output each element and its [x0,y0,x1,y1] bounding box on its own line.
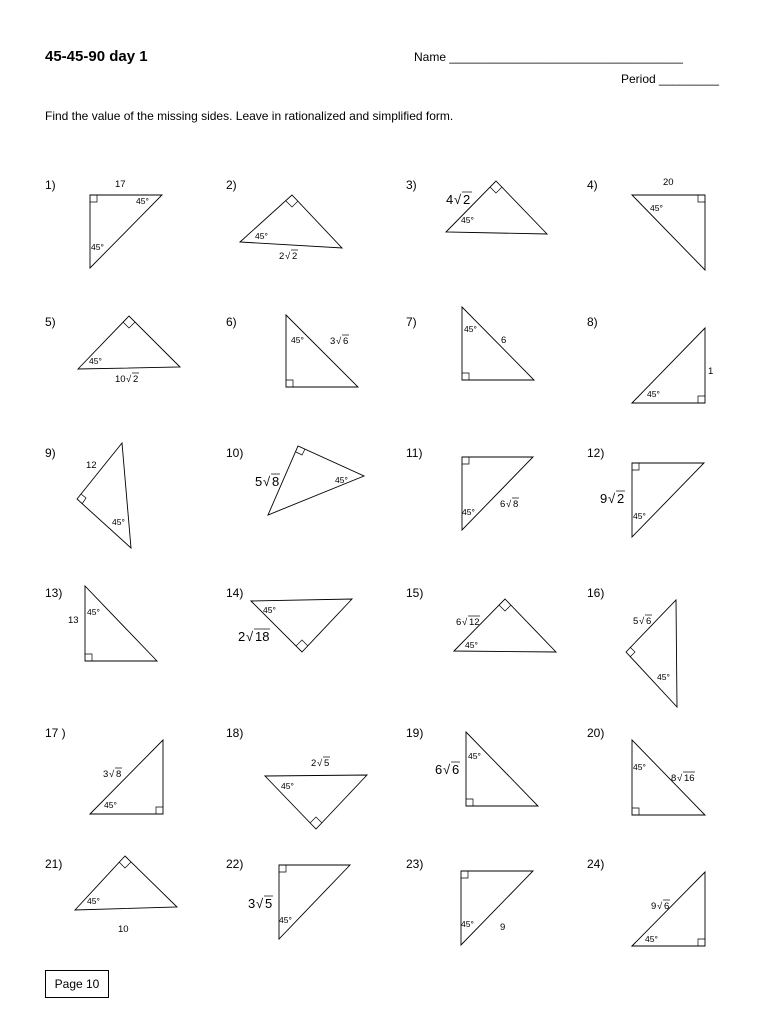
triangle-diagram [587,178,767,308]
svg-text:5: 5 [265,896,273,911]
triangle-diagram [45,178,225,308]
page-number-box: Page 10 [45,970,109,998]
triangle-diagram [226,315,406,445]
triangle-diagram [406,315,586,445]
svg-text:√: √ [657,901,663,912]
problem-number: 7) [406,315,417,329]
svg-text:√: √ [285,251,291,262]
svg-text:√: √ [336,336,342,347]
triangle-diagram [45,857,225,987]
triangle-diagram [226,178,406,308]
angle-label: 45° [87,607,100,617]
problem-number: 5) [45,315,56,329]
angle-label: 45° [136,196,149,206]
period-field: Period _________ [621,72,720,86]
svg-text:2: 2 [617,491,625,506]
svg-text:2: 2 [463,192,471,207]
problem-23 [406,857,586,987]
side-label [248,896,273,911]
svg-text:√: √ [506,499,512,510]
angle-label: 45° [465,640,478,650]
problem-number: 23) [406,857,424,871]
problem-9 [45,446,225,576]
angle-label: 45° [650,203,663,213]
svg-text:3: 3 [248,896,256,911]
svg-text:5: 5 [255,474,263,489]
problem-number: 4) [587,178,598,192]
triangle-diagram [226,726,406,856]
svg-text:12: 12 [469,617,480,628]
svg-text:9: 9 [600,491,608,506]
angle-label: 45° [281,781,294,791]
problem-number: 8) [587,315,598,329]
triangle-diagram [406,726,586,856]
problem-21 [45,857,225,987]
svg-text:8: 8 [272,474,280,489]
problem-3 [406,178,586,308]
side-label: 12 [86,460,97,471]
side-label [633,615,652,627]
svg-text:8: 8 [116,769,122,780]
triangle-diagram [587,315,767,445]
side-label [255,474,280,489]
svg-text:2: 2 [279,251,285,262]
problem-number: 10) [226,446,244,460]
angle-label: 45° [255,231,268,241]
triangle-diagram [406,586,586,716]
side-label [500,498,519,510]
instructions: Find the value of the missing sides. Leave in rationalized and simplified form. [45,109,454,123]
svg-text:5: 5 [324,758,330,769]
triangle-diagram [226,446,406,576]
worksheet-title: 45-45-90 day 1 [45,48,148,65]
problem-number: 12) [587,446,605,460]
angle-label: 45° [335,475,348,485]
angle-label: 45° [468,751,481,761]
angle-label: 45° [647,389,660,399]
angle-label: 45° [464,324,477,334]
problem-number: 3) [406,178,417,192]
svg-text:√: √ [677,773,683,784]
angle-label: 45° [461,215,474,225]
svg-text:√: √ [126,374,132,385]
problem-number: 21) [45,857,63,871]
side-label: 9 [500,922,506,933]
svg-text:5: 5 [633,616,639,627]
svg-text:6: 6 [500,499,506,510]
triangle-diagram [226,857,406,987]
problem-5 [45,315,225,445]
svg-text:√: √ [263,474,271,489]
angle-label: 45° [89,356,102,366]
triangle-diagram [45,586,225,716]
triangle-diagram [406,446,586,576]
svg-text:2: 2 [292,251,298,262]
svg-text:√: √ [443,762,451,777]
problem-number: 14) [226,586,244,600]
svg-text:8: 8 [513,499,519,510]
svg-text:6: 6 [343,336,349,347]
problem-12 [587,446,767,576]
problem-2 [226,178,406,308]
svg-text:3: 3 [103,769,109,780]
svg-text:√: √ [454,192,462,207]
side-label [103,768,122,780]
problem-number: 20) [587,726,605,740]
svg-text:6: 6 [456,617,462,628]
problem-20 [587,726,767,856]
svg-text:3: 3 [330,336,336,347]
svg-text:10: 10 [115,374,126,385]
side-label [446,192,472,207]
problem-8 [587,315,767,445]
name-field: Name ___________________________________ [414,50,683,64]
problem-7 [406,315,586,445]
problem-number: 19) [406,726,424,740]
triangle-diagram [226,586,406,716]
problem-6 [226,315,406,445]
problem-number: 2) [226,178,237,192]
triangle-diagram [406,178,586,308]
problem-number: 22) [226,857,244,871]
problem-number: 15) [406,586,424,600]
angle-label: 45° [104,800,117,810]
triangle-diagram [45,315,225,445]
side-label: 17 [115,179,126,190]
angle-label: 45° [462,507,475,517]
triangle-diagram [587,726,767,856]
problem-number: 16) [587,586,605,600]
problem-24 [587,857,767,987]
side-label [671,772,695,784]
svg-text:√: √ [462,617,468,628]
triangle-diagram [587,586,767,716]
side-label [311,757,330,769]
problem-22 [226,857,406,987]
problem-number: 18) [226,726,244,740]
triangle-diagram [587,857,767,987]
problem-number: 17 ) [45,726,66,740]
angle-label: 45° [657,672,670,682]
svg-text:8: 8 [671,773,677,784]
svg-text:6: 6 [664,901,670,912]
svg-text:6: 6 [435,762,443,777]
problem-number: 6) [226,315,237,329]
svg-text:√: √ [608,491,616,506]
problem-11 [406,446,586,576]
angle-label: 45° [291,335,304,345]
problem-16 [587,586,767,716]
problem-number: 1) [45,178,56,192]
svg-text:9: 9 [651,901,657,912]
side-label: 1 [708,366,714,377]
side-label [279,250,298,262]
problem-number: 24) [587,857,605,871]
svg-text:2: 2 [311,758,317,769]
angle-label: 45° [91,242,104,252]
angle-label: 45° [461,919,474,929]
side-label [115,373,139,385]
angle-label: 45° [633,762,646,772]
problem-17 [45,726,225,856]
problem-4 [587,178,767,308]
problem-number: 9) [45,446,56,460]
problem-10 [226,446,406,576]
side-label [435,762,460,777]
angle-label: 45° [87,896,100,906]
side-label: 10 [118,924,129,935]
problem-number: 11) [406,446,423,460]
angle-label: 45° [645,934,658,944]
side-label [456,616,480,628]
angle-label: 45° [279,915,292,925]
problem-15 [406,586,586,716]
side-label: 6 [501,335,507,346]
problem-14 [226,586,406,716]
side-label: 13 [68,615,79,626]
angle-label: 45° [263,605,276,615]
svg-text:√: √ [639,616,645,627]
problem-13 [45,586,225,716]
svg-text:√: √ [256,896,264,911]
svg-text:6: 6 [452,762,460,777]
svg-text:18: 18 [255,629,270,644]
problem-number: 13) [45,586,63,600]
problem-19 [406,726,586,856]
side-label [330,335,349,347]
triangle-diagram [587,446,767,576]
side-label [600,491,625,506]
problem-1 [45,178,225,308]
svg-text:6: 6 [646,616,652,627]
side-label: 20 [663,177,674,188]
svg-text:4: 4 [446,192,454,207]
problem-18 [226,726,406,856]
angle-label: 45° [633,511,646,521]
svg-text:2: 2 [238,629,246,644]
svg-text:√: √ [109,769,115,780]
triangle-diagram [406,857,586,987]
side-label [238,629,270,644]
triangle-diagram [45,446,225,576]
angle-label: 45° [112,517,125,527]
svg-text:√: √ [317,758,323,769]
triangle-diagram [45,726,225,856]
svg-text:2: 2 [133,374,139,385]
svg-text:√: √ [246,629,254,644]
svg-text:16: 16 [684,773,695,784]
side-label [651,900,670,912]
